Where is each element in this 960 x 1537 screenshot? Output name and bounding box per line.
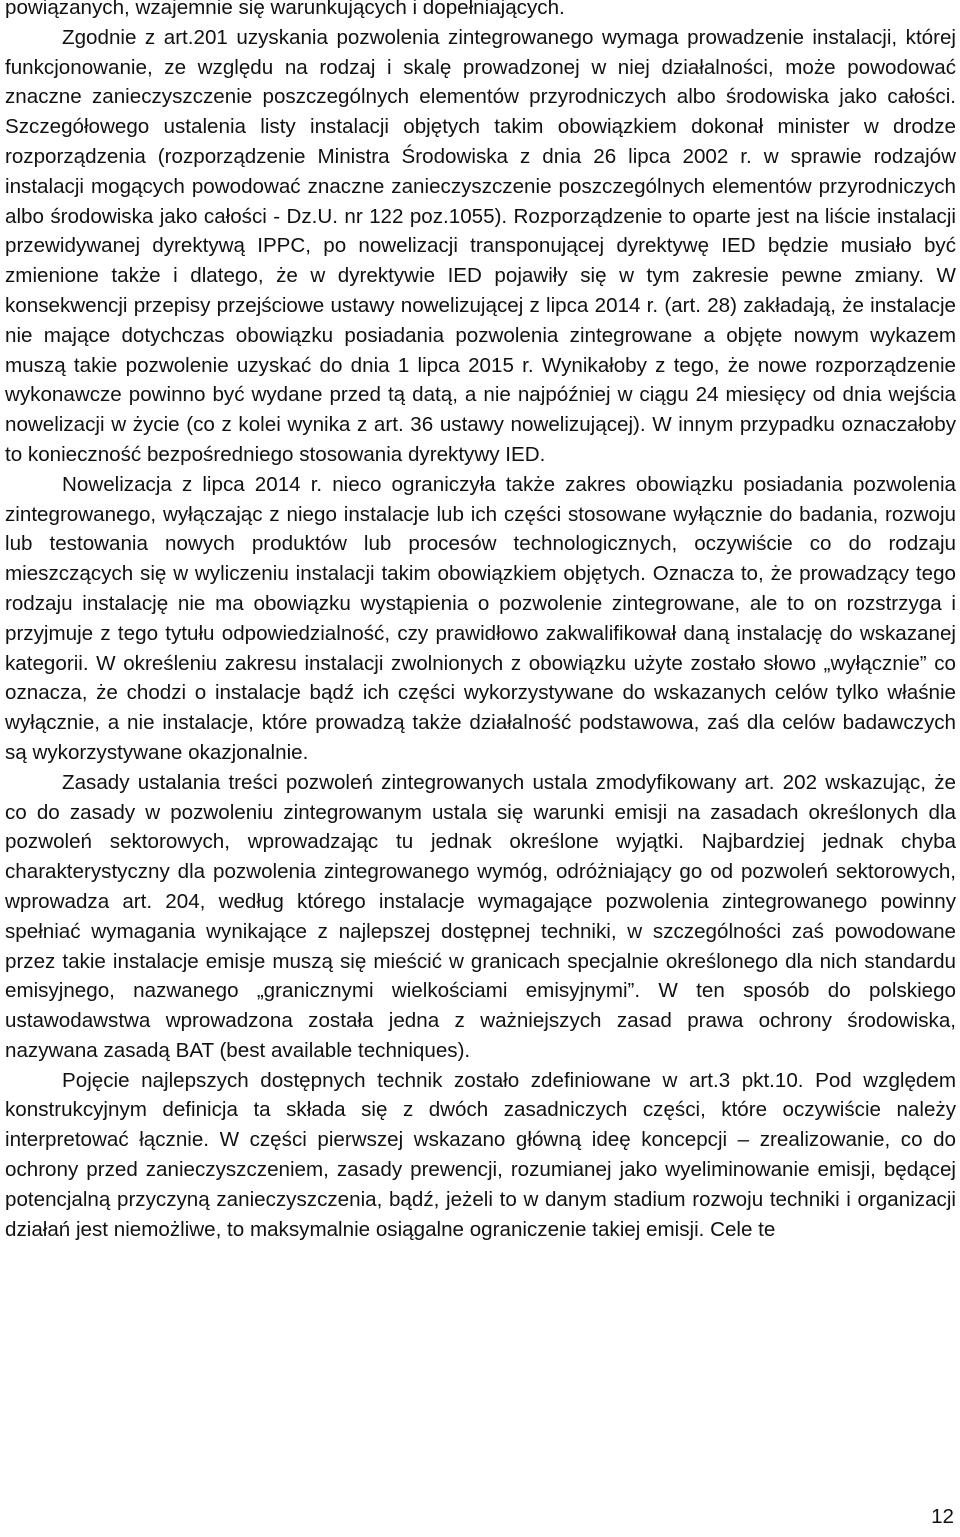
paragraph-pojecie-bat: Pojęcie najlepszych dostępnych technik zostało zdefiniowane w art.3 pkt.10. Pod względem konstrukcyjnym definicja ta składa się z dwóch zasadniczych części, które oczywiście należy interpretować łącznie. W części pierwszej wskazano główną ideę koncepcji – zrealizowanie, co do ochrony przed zanieczyszczeniem, zasady prewencji, rozumianej jako wyeliminowanie emisji, będącej potencjalną przyczyną zanieczyszczenia, bądź, jeżeli to w danym stadium rozwoju techniki i organizacji działań jest niemożliwe, to maksymalnie osiągalne ograniczenie takiej emisji. Cele te xyxy=(5,1068,956,1241)
paragraph-continuation: powiązanych, wzajemnie się warunkujących i dopełniających. xyxy=(5,0,565,19)
page-number: 12 xyxy=(931,1505,954,1528)
paragraph-zasady-ustalania: Zasady ustalania treści pozwoleń zintegrowanych ustala zmodyfikowany art. 202 wskazując, że co do zasady w pozwoleniu zintegrowanym ustala się warunki emisji na zasadach określonych dla pozwoleń sektorowych, wprowadzając tu jednak określone wyjątki. Najbardziej jednak chyba charakterystyczny dla pozwolenia zintegrowanego wymóg, odróżniający go od pozwoleń sektorowych, wprowadza art. 204, według którego instalacje wymagające pozwolenia zintegrowanego powinny spełniać wymagania wynikające z najlepszej dostępnej techniki, w szczególności zaś powodowane przez takie instalacje emisje muszą się mieścić w granicach specjalnie określonego dla nich standardu emisyjnego, nazwanego „granicznymi wielkościami emisyjnymi”. W ten sposób do polskiego ustawodawstwa wprowadzona została jedna z ważniejszych zasad prawa ochrony środowiska, nazywana zasadą BAT (best available techniques). xyxy=(5,770,956,1062)
document-page xyxy=(5,0,956,1244)
paragraph-nowelizacja: Nowelizacja z lipca 2014 r. nieco ograniczyła także zakres obowiązku posiadania pozwolenia zintegrowanego, wyłączając z niego instalacje lub ich części stosowane wyłącznie do badania, rozwoju lub testowania nowych produktów lub procesów technologicznych, oczywiście co do rodzaju mieszczących się w wyliczeniu instalacji takim obowiązkiem objętych. Oznacza to, że prowadzący tego rodzaju instalację nie ma obowiązku wystąpienia o pozwolenie zintegrowane, ale to on rozstrzyga i przyjmuje z tego tytułu odpowiedzialność, czy prawidłowo zakwalifikował daną instalację do wskazanej kategorii. W określeniu zakresu instalacji zwolnionych z obowiązku użyte zostało słowo „wyłącznie” co oznacza, że chodzi o instalacje bądź ich części wykorzystywane do wskazanych celów tylko właśnie wyłącznie, a nie instalacje, które prowadzą także działalność podstawowa, zaś dla celów badawczych są wykorzystywane okazjonalnie. xyxy=(5,472,956,764)
paragraph-art-201: Zgodnie z art.201 uzyskania pozwolenia zintegrowanego wymaga prowadzenie instalacji, której funkcjonowanie, ze względu na rodzaj i skalę prowadzonej w niej działalności, może powodować znaczne zanieczyszczenie poszczególnych elementów przyrodniczych albo środowiska jako całości. Szczegółowego ustalenia listy instalacji objętych takim obowiązkiem dokonał minister w drodze rozporządzenia (rozporządzenie Ministra Środowiska z dnia 26 lipca 2002 r. w sprawie rodzajów instalacji mogących powodować znaczne zanieczyszczenie poszczególnych elementów przyrodniczych albo środowiska jako całości - Dz.U. nr 122 poz.1055). Rozporządzenie to oparte jest na liście instalacji przewidywanej dyrektywą IPPC, po nowelizacji transponującej dyrektywę IED będzie musiało być zmienione także i dlatego, że w dyrektywie IED pojawiły się w tym zakresie pewne zmiany. W konsekwencji przepisy przejściowe ustawy nowelizującej z lipca 2014 r. (art. 28) zakładają, że instalacje nie mające dotychczas obowiązku posiadania pozwolenia zintegrowane a objęte nowym wykazem muszą takie pozwolenie uzyskać do dnia 1 lipca 2015 r. Wynikałoby z tego, że nowe rozporządzenie wykonawcze powinno być wydane przed tą datą, a nie najpóźniej w ciągu 24 miesięcy od dnia wejścia nowelizacji w życie (co z kolei wynika z art. 36 ustawy nowelizującej). W innym przypadku oznaczałoby to konieczność bezpośredniego stosowania dyrektywy IED. xyxy=(5,25,956,466)
